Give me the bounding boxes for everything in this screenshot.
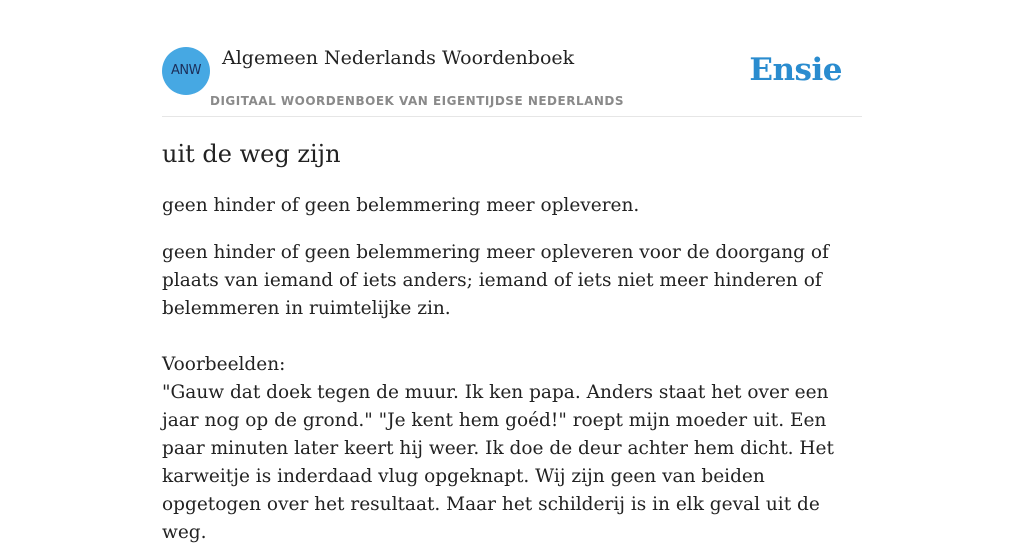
long-definition-block	[162, 239, 864, 547]
logo-text: ANW	[171, 63, 201, 78]
entry-card	[162, 0, 862, 543]
entry-header	[162, 0, 862, 117]
examples-text: "Gauw dat doek tegen de muur. Ik ken papa. Anders staat het over een jaar nog op de grond." "Je kent hem goéd!" roept mijn moeder uit. Een paar minuten later keert hij weer. Ik doe de deur achter hem dicht. Het karweitje is inderdaad vlug opgeknapt. Wij zijn geen van beiden opgetogen over het resultaat. Maar het schilderij is in elk geval uit de weg.	[162, 382, 834, 543]
paragraph-spacer	[162, 323, 864, 351]
examples-label: Voorbeelden:	[162, 354, 286, 375]
long-definition: geen hinder of geen belemmering meer opleveren voor de doorgang of plaats van iemand of iets anders; iemand of iets niet meer hinderen of belemmeren in ruimtelijke zin.	[162, 242, 829, 319]
short-definition: geen hinder of geen belemmering meer opleveren.	[162, 195, 640, 216]
ensie-brand-logo[interactable]: Ensie	[749, 52, 842, 88]
source-name[interactable]: Algemeen Nederlands Woordenboek	[222, 47, 575, 69]
anw-logo[interactable]	[162, 47, 210, 95]
source-subtitle: DIGITAAL WOORDENBOEK VAN EIGENTIJDSE NEDERLANDS	[210, 94, 625, 108]
entry-term: uit de weg zijn	[162, 140, 341, 168]
